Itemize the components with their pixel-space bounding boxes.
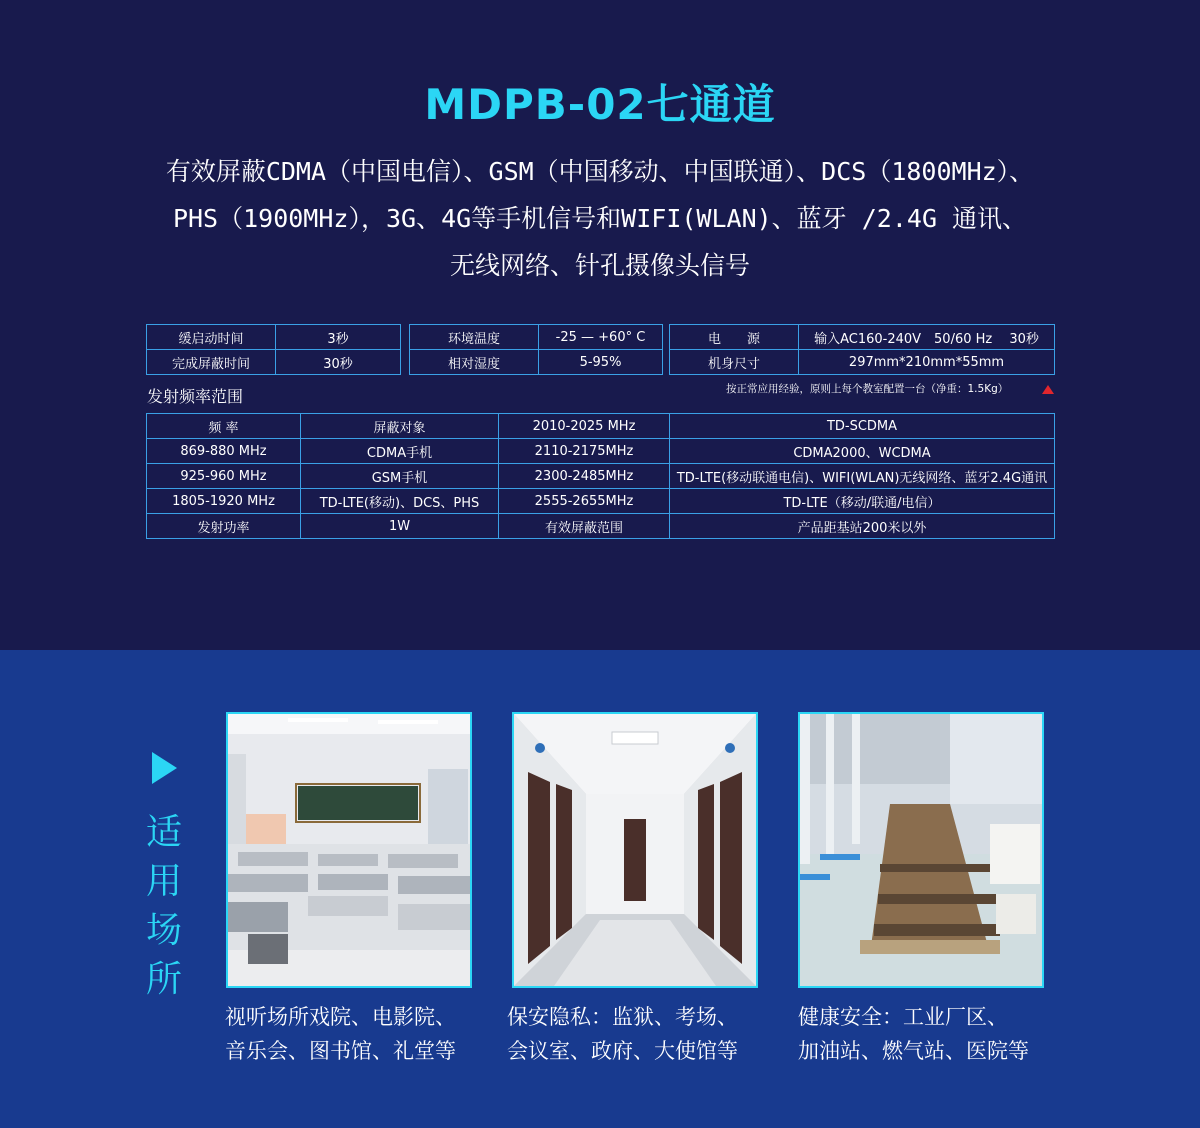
table-row bbox=[147, 489, 1055, 514]
spec-label: 机身尺寸 bbox=[670, 350, 799, 375]
spec-table-environment bbox=[409, 324, 663, 375]
spec-label: 完成屏蔽时间 bbox=[147, 350, 276, 375]
table-cell: TD-SCDMA bbox=[670, 414, 1055, 439]
spec-value: -25 — +60° C bbox=[539, 325, 663, 350]
frequency-table bbox=[146, 413, 1055, 539]
title-char: 场 bbox=[145, 910, 182, 951]
classroom-caption bbox=[225, 1000, 505, 1068]
title-char: 所 bbox=[145, 959, 182, 1000]
table-cell: 869-880 MHz bbox=[147, 439, 301, 464]
table-cell: TD-LTE(移动)、DCS、PHS bbox=[301, 489, 499, 514]
table-cell: 2555-2655MHz bbox=[499, 489, 670, 514]
caption-line: 视听场所戏院、电影院、 bbox=[225, 1005, 456, 1029]
caption-line: 会议室、政府、大使馆等 bbox=[507, 1039, 738, 1063]
frequency-range-label: 发射频率范围 bbox=[147, 387, 244, 406]
table-cell: 产品距基站200米以外 bbox=[670, 514, 1055, 539]
table-row bbox=[147, 439, 1055, 464]
table-cell: 1805-1920 MHz bbox=[147, 489, 301, 514]
caption-line: 加油站、燃气站、医院等 bbox=[798, 1039, 1029, 1063]
triangle-up-icon bbox=[1042, 385, 1054, 394]
corridor-photo bbox=[512, 712, 758, 988]
page-title: MDPB-02七通道 bbox=[424, 80, 776, 129]
table-cell: 发射功率 bbox=[147, 514, 301, 539]
spec-table-timing bbox=[146, 324, 401, 375]
usage-note: 按正常应用经验，原则上每个教室配置一台（净重：1.5Kg） bbox=[726, 383, 1009, 395]
table-cell: CDMA手机 bbox=[301, 439, 499, 464]
caption-line: 健康安全：工业厂区、 bbox=[798, 1005, 1008, 1029]
table-cell: 925-960 MHz bbox=[147, 464, 301, 489]
spec-label: 电 源 bbox=[670, 325, 799, 350]
table-cell: 2010-2025 MHz bbox=[499, 414, 670, 439]
spec-label: 缓启动时间 bbox=[147, 325, 276, 350]
play-arrow-icon bbox=[152, 752, 177, 784]
table-cell: 1W bbox=[301, 514, 499, 539]
description-line-3: 无线网络、针孔摄像头信号 bbox=[449, 251, 750, 280]
table-cell: TD-LTE（移动/联通/电信） bbox=[670, 489, 1055, 514]
spec-value: 3秒 bbox=[276, 325, 401, 350]
corridor-caption bbox=[507, 1000, 787, 1068]
table-row bbox=[147, 414, 1055, 439]
table-cell: CDMA2000、WCDMA bbox=[670, 439, 1055, 464]
title-char: 适 bbox=[145, 812, 182, 853]
table-cell: TD-LTE(移动联通电信)、WIFI(WLAN)无线网络、蓝牙2.4G通讯 bbox=[670, 464, 1055, 489]
spec-label: 相对湿度 bbox=[410, 350, 539, 375]
table-cell: 频 率 bbox=[147, 414, 301, 439]
table-cell: 2300-2485MHz bbox=[499, 464, 670, 489]
table-row bbox=[147, 514, 1055, 539]
spec-label: 环境温度 bbox=[410, 325, 539, 350]
spec-table-power bbox=[669, 324, 1055, 375]
spec-value: 297mm*210mm*55mm bbox=[799, 350, 1055, 375]
table-row bbox=[147, 464, 1055, 489]
factory-photo bbox=[798, 712, 1044, 988]
description-line-2: PHS（1900MHz），3G、4G等手机信号和WIFI(WLAN)、蓝牙 /2.4G 通讯、 bbox=[172, 204, 1028, 233]
factory-caption bbox=[798, 1000, 1078, 1068]
caption-line: 音乐会、图书馆、礼堂等 bbox=[225, 1039, 456, 1063]
title-char: 用 bbox=[145, 861, 182, 902]
table-cell: GSM手机 bbox=[301, 464, 499, 489]
description-line-1: 有效屏蔽CDMA（中国电信）、GSM（中国移动、中国联通）、DCS（1800MHz）、 bbox=[165, 157, 1035, 186]
classroom-photo bbox=[226, 712, 472, 988]
spec-value: 输入AC160-240V 50/60 Hz 30秒 bbox=[799, 325, 1055, 350]
spec-value: 5-95% bbox=[539, 350, 663, 375]
table-cell: 2110-2175MHz bbox=[499, 439, 670, 464]
table-cell: 屏蔽对象 bbox=[301, 414, 499, 439]
spec-value: 30秒 bbox=[276, 350, 401, 375]
caption-line: 保安隐私：监狱、考场、 bbox=[507, 1005, 738, 1029]
section-title-vertical bbox=[144, 808, 184, 1004]
table-cell: 有效屏蔽范围 bbox=[499, 514, 670, 539]
